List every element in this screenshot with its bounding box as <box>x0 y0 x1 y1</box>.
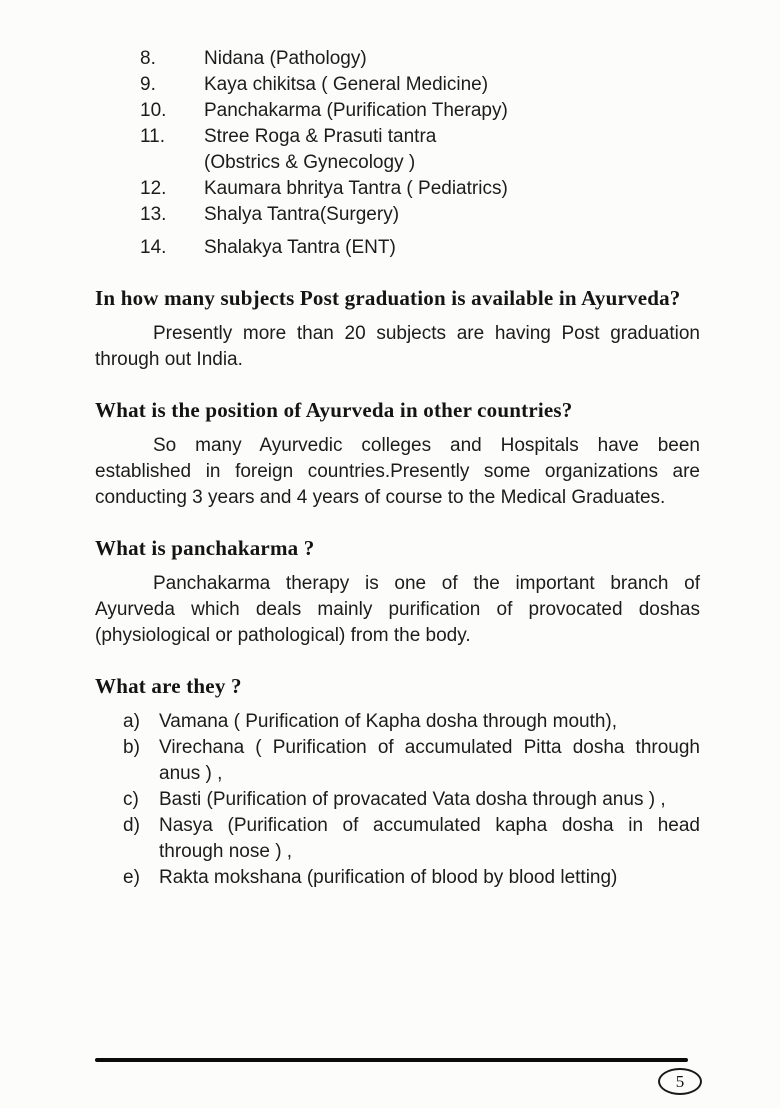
item-text <box>204 124 700 176</box>
item-letter: d) <box>123 815 140 836</box>
item-text: Rakta mokshana (purification of blood by blood letting) <box>159 867 618 888</box>
list-item <box>123 735 700 787</box>
item-number: 12. <box>140 178 167 199</box>
item-number: 11. <box>140 126 166 147</box>
question-heading: What is panchakarma ? <box>95 536 315 560</box>
item-number: 10. <box>140 100 167 121</box>
list-item <box>123 813 700 865</box>
ayurveda-subjects-list <box>140 46 700 261</box>
item-text-line2: (Obstrics & Gynecology ) <box>204 152 416 173</box>
question-heading: In how many subjects Post graduation is available in Ayurveda? <box>95 286 681 310</box>
item-number: 9. <box>140 74 156 95</box>
item-text: Kaumara bhritya Tantra ( Pediatrics) <box>204 178 508 199</box>
answer-paragraph: So many Ayurvedic colleges and Hospitals have been established in foreign countries.Presently some organizations are conducting 3 years and 4 years of course to the Medical Graduates. <box>95 435 700 508</box>
list-item <box>123 865 700 891</box>
question-heading: What are they ? <box>95 674 242 698</box>
footer-rule <box>95 1058 688 1062</box>
item-number: 8. <box>140 48 156 69</box>
answer-paragraph: Presently more than 20 subjects are having Post graduation through out India. <box>95 323 700 370</box>
qa-section-panchakarma <box>95 533 700 649</box>
item-text: Nidana (Pathology) <box>204 48 367 69</box>
list-item <box>140 98 700 124</box>
page-number-badge: 5 <box>658 1068 702 1095</box>
item-text: Virechana ( Purification of accumulated Pitta dosha through anus ) , <box>159 737 700 784</box>
list-item <box>140 202 700 228</box>
list-item <box>140 124 700 176</box>
item-number: 14. <box>140 237 167 258</box>
item-letter: c) <box>123 789 139 810</box>
item-text-line1: Stree Roga & Prasuti tantra <box>204 126 437 147</box>
item-number: 13. <box>140 204 167 225</box>
item-text: Panchakarma (Purification Therapy) <box>204 100 508 121</box>
qa-section-other-countries <box>95 395 700 511</box>
qa-section-postgraduation <box>95 283 700 373</box>
item-text: Vamana ( Purification of Kapha dosha through mouth), <box>159 711 618 732</box>
answer-paragraph: Panchakarma therapy is one of the important branch of Ayurveda which deals mainly purification of provocated doshas (physiological or pathological) from the body. <box>95 573 700 646</box>
item-text: Basti (Purification of provacated Vata dosha through anus ) , <box>159 789 666 810</box>
list-item <box>140 235 700 261</box>
item-letter: b) <box>123 737 140 758</box>
qa-section-what-are-they <box>95 671 700 891</box>
item-letter: e) <box>123 867 140 888</box>
list-item <box>140 72 700 98</box>
item-text: Kaya chikitsa ( General Medicine) <box>204 74 489 95</box>
list-item <box>123 787 700 813</box>
question-heading: What is the position of Ayurveda in other countries? <box>95 398 573 422</box>
item-letter: a) <box>123 711 140 732</box>
item-text: Nasya (Purification of accumulated kapha dosha in head through nose ) , <box>159 815 700 862</box>
panchakarma-procedures-list <box>123 709 700 891</box>
list-item <box>140 46 700 72</box>
list-item <box>140 176 700 202</box>
item-text: Shalakya Tantra (ENT) <box>204 237 396 258</box>
list-item <box>123 709 700 735</box>
item-text: Shalya Tantra(Surgery) <box>204 204 400 225</box>
